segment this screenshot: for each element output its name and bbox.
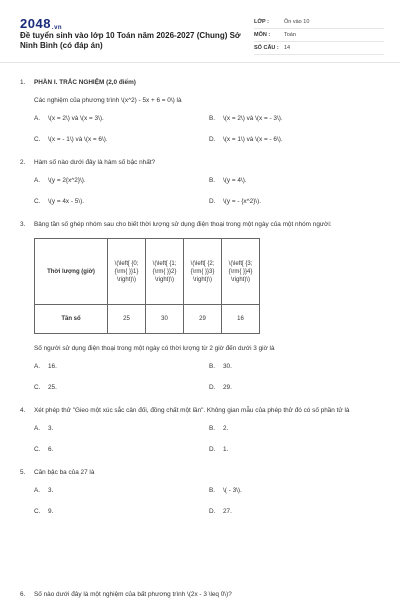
option-text: \(y = - {x^2}\). [223, 198, 261, 205]
option-d[interactable] [209, 197, 384, 206]
table-cell: \(\left[ {3;{\rm{ }}4} \right)\) [222, 239, 260, 305]
table-row [35, 239, 260, 305]
option-letter: C. [34, 446, 41, 453]
question-text: Số nào dưới đây là một nghiệm của bất phương trình \(2x - 3 \leq 0\)? [34, 591, 232, 598]
question-heading [20, 406, 382, 415]
option-b[interactable] [209, 176, 384, 185]
question-number: 4. [20, 407, 26, 414]
option-a[interactable] [34, 362, 209, 371]
question-text: Xét phép thử "Gieo một xúc sắc cân đối, đồng chất một lần". Không gian mẫu của phép thử đó có số phần tử là [34, 407, 350, 414]
option-a[interactable] [34, 176, 209, 185]
option-text: 29. [223, 384, 232, 391]
options-list [34, 486, 382, 516]
option-text: \(x = 2\) và \(x = 3\). [48, 115, 104, 122]
option-c[interactable] [34, 507, 209, 516]
option-b[interactable] [209, 424, 384, 433]
question-number: 3. [20, 221, 26, 228]
option-text: \(y = 4\). [223, 177, 247, 184]
options-list [34, 176, 382, 206]
question-4 [20, 406, 382, 454]
question-heading [20, 220, 382, 229]
frequency-table-wrapper [34, 238, 382, 334]
table-row [35, 305, 260, 334]
table-header-cell: Tần số [35, 305, 108, 334]
option-letter: C. [34, 136, 41, 143]
option-text: 16. [48, 363, 57, 370]
option-text: 9. [48, 508, 54, 515]
table-header-cell: Thời lượng (giờ) [35, 239, 108, 305]
question-number: 5. [20, 469, 26, 476]
meta-key: LỚP : [254, 19, 269, 25]
option-letter: D. [209, 384, 216, 391]
page-header [0, 0, 400, 63]
meta-value: Toán [284, 32, 296, 38]
meta-table [254, 16, 384, 55]
option-letter: D. [209, 446, 216, 453]
option-letter: C. [34, 198, 41, 205]
option-d[interactable] [209, 445, 384, 454]
meta-key: SỐ CÂU : [254, 45, 279, 51]
question-2 [20, 158, 382, 206]
option-letter: B. [209, 177, 216, 184]
options-list [34, 362, 382, 392]
option-letter: A. [34, 487, 41, 494]
table-cell: \(\left[ {1;{\rm{ }}2} \right)\) [146, 239, 184, 305]
question-text: Các nghiệm của phương trình \(x^2) - 5x + 6 = 0\) là [34, 97, 182, 104]
option-text: \(x = - 1\) và \(x = 6\). [48, 136, 108, 143]
question-number: 1. [20, 79, 26, 86]
question-text: Căn bậc ba của 27 là [34, 469, 95, 476]
logo-suffix: .vn [51, 25, 63, 31]
option-b[interactable] [209, 114, 384, 123]
option-a[interactable] [34, 424, 209, 433]
site-logo[interactable] [20, 16, 62, 31]
option-letter: C. [34, 384, 41, 391]
option-text: 30. [223, 363, 232, 370]
option-letter: A. [34, 115, 41, 122]
option-text: \(y = 4x - 5\). [48, 198, 85, 205]
question-3 [20, 220, 382, 392]
table-cell: 25 [108, 305, 146, 334]
question-heading [20, 468, 382, 477]
meta-row-count [254, 42, 384, 55]
question-number: 6. [20, 591, 26, 598]
table-cell: 16 [222, 305, 260, 334]
question-1 [20, 78, 382, 144]
question-text: Bảng tần số ghép nhóm sau cho biết thời lượng sử dụng điện thoại trong một ngày của một nhóm người: [34, 221, 332, 228]
table-cell: 30 [146, 305, 184, 334]
section-heading [20, 78, 382, 87]
option-letter: B. [209, 363, 216, 370]
question-heading [20, 158, 382, 167]
meta-value: 14 [284, 45, 291, 51]
option-letter: D. [209, 508, 216, 515]
option-text: 27. [223, 508, 232, 515]
question-list [20, 78, 382, 530]
option-letter: D. [209, 136, 216, 143]
table-cell: \(\left[ {0;{\rm{ }}1} \right)\) [108, 239, 146, 305]
logo-text: 2048 [20, 16, 51, 31]
option-text: 3. [48, 487, 54, 494]
option-text: 2. [223, 425, 229, 432]
document-title: Đề tuyển sinh vào lớp 10 Toán năm 2026-2027 (Chung) Sở Ninh Bình (có đáp án) [20, 31, 241, 50]
option-d[interactable] [209, 135, 384, 144]
options-list [34, 424, 382, 454]
question-number: 2. [20, 159, 26, 166]
option-d[interactable] [209, 383, 384, 392]
frequency-table [34, 238, 260, 334]
option-a[interactable] [34, 114, 209, 123]
option-b[interactable] [209, 486, 384, 495]
options-list [34, 114, 382, 144]
option-letter: A. [34, 177, 41, 184]
question-subtext: Số người sử dụng điện thoại trong một ngày có thời lượng từ 2 giờ đến dưới 3 giờ là [34, 345, 275, 352]
option-letter: A. [34, 363, 41, 370]
option-c[interactable] [34, 135, 209, 144]
question-text: Hàm số nào dưới đây là hàm số bậc nhất? [34, 159, 156, 166]
option-text: \(x = 2\) và \(x = - 3\). [223, 115, 283, 122]
table-cell: 29 [184, 305, 222, 334]
option-c[interactable] [34, 445, 209, 454]
section-title: PHẦN I. TRẮC NGHIỆM (2,0 điểm) [34, 79, 136, 86]
option-letter: C. [34, 508, 41, 515]
option-letter: D. [209, 198, 216, 205]
option-letter: B. [209, 425, 216, 432]
option-text: \( - 3\). [223, 487, 242, 494]
option-letter: B. [209, 115, 216, 122]
option-d[interactable] [209, 507, 384, 516]
meta-key: MÔN : [254, 32, 271, 38]
option-text: 25. [48, 384, 57, 391]
option-text: \(y = 2{x^2}\). [48, 177, 86, 184]
meta-row-class [254, 16, 384, 29]
option-c[interactable] [34, 197, 209, 206]
option-letter: B. [209, 487, 216, 494]
option-text: \(x = 1\) và \(x = - 6\). [223, 136, 283, 143]
table-cell: \(\left[ {2;{\rm{ }}3} \right)\) [184, 239, 222, 305]
option-c[interactable] [34, 383, 209, 392]
option-text: 6. [48, 446, 54, 453]
option-letter: A. [34, 425, 41, 432]
option-b[interactable] [209, 362, 384, 371]
option-text: 3. [48, 425, 54, 432]
question-6 [20, 591, 232, 598]
meta-row-subject [254, 29, 384, 42]
meta-value: Ôn vào 10 [284, 19, 310, 25]
question-5 [20, 468, 382, 516]
option-text: 1. [223, 446, 229, 453]
option-a[interactable] [34, 486, 209, 495]
